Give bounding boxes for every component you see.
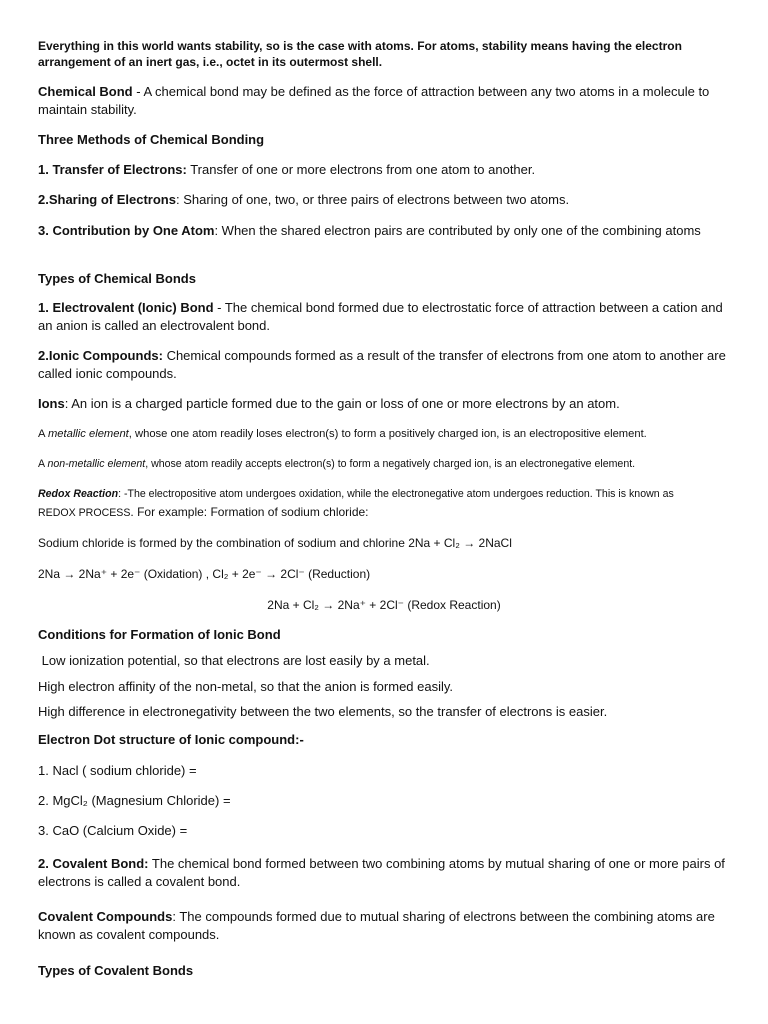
metallic-element-paragraph — [38, 425, 738, 443]
covalent-types-heading: Types of Covalent Bonds — [38, 963, 194, 978]
redox-line-1 — [38, 485, 738, 503]
method-1-text: Transfer of one or more electrons from one atom to another. — [186, 162, 536, 177]
oxidation-reduction-line: 2Na → 2Na⁺ + 2e⁻ (Oxidation) , Cl₂ + 2e⁻ → 2Cl⁻ (Reduction) — [38, 567, 371, 581]
method-2-text: : Sharing of one, two, or three pairs of electrons between two atoms. — [175, 192, 570, 207]
method-2 — [38, 191, 738, 209]
ions-text: : An ion is a charged particle formed due to the gain or loss of one or more electrons by an atom. — [64, 396, 620, 411]
intro-paragraph: Everything in this world wants stability, so is the case with atoms. For atoms, stability means having the electron arrangement of an inert gas, i.e., octet in its outermost shell. — [38, 39, 682, 69]
nonmetallic-term: non-metallic element — [47, 458, 146, 470]
ionic-compounds-term: 2.Ionic Compounds: — [38, 348, 163, 363]
ionic-compounds-text: Chemical compounds formed as a result of the transfer of electrons from one atom to another are called ionic compounds. — [38, 348, 726, 381]
types-heading: Types of Chemical Bonds — [38, 271, 196, 286]
conditions-heading: Conditions for Formation of Ionic Bond — [38, 627, 281, 642]
method-3-text: : When the shared electron pairs are contributed by only one of the combining atoms — [214, 223, 701, 238]
ionic-bond-text: - The chemical bond formed due to electrostatic force of attraction between a cation and an anion is called an electrovalent bond. — [38, 300, 723, 333]
condition-3: High difference in electronegativity between the two elements, so the transfer of electrons is easier. — [38, 704, 608, 719]
redox-line-2 — [38, 503, 738, 522]
method-1 — [38, 161, 738, 179]
ionic-bond-term: 1. Electrovalent (Ionic) Bond — [38, 300, 214, 315]
covalent-compounds-paragraph — [38, 908, 738, 944]
methods-heading: Three Methods of Chemical Bonding — [38, 132, 265, 147]
nonmetallic-text: , whose atom readily accepts electron(s) to form a negatively charged ion, is an electronegative element. — [145, 458, 636, 470]
redox-text: : -The electropositive atom undergoes oxidation, while the electronegative atom undergoes reduction. This is known as — [118, 488, 674, 500]
redox-process-caps: REDOX PROCESS — [38, 507, 131, 519]
condition-2: High electron affinity of the non-metal, so that the anion is formed easily. — [38, 679, 454, 694]
ionic-compounds-paragraph — [38, 347, 738, 383]
ionic-bond-paragraph — [38, 299, 738, 335]
nonmetallic-pre: A — [38, 458, 48, 470]
chemical-bond-paragraph — [38, 83, 738, 119]
covalent-compounds-text: : The compounds formed due to mutual sharing of electrons between the combining atoms are known as covalent compounds. — [38, 909, 715, 942]
chemical-bond-term: Chemical Bond — [38, 84, 133, 99]
dot-structure-2: 2. MgCl₂ (Magnesium Chloride) = — [38, 793, 231, 808]
redox-line-2-text: . For example: Formation of sodium chloride: — [130, 505, 369, 519]
nonmetallic-element-paragraph — [38, 455, 738, 473]
ions-paragraph — [38, 395, 738, 413]
redox-equation: 2Na + Cl₂ → 2Na⁺ + 2Cl⁻ (Redox Reaction) — [267, 598, 501, 612]
method-1-term: 1. Transfer of Electrons: — [38, 162, 187, 177]
nacl-formation-line: Sodium chloride is formed by the combination of sodium and chlorine 2Na + Cl₂ → 2NaCl — [38, 536, 512, 550]
dot-structure-1: 1. Nacl ( sodium chloride) = — [38, 763, 197, 778]
metallic-term: metallic element — [47, 428, 129, 440]
covalent-bond-text: The chemical bond formed between two combining atoms by mutual sharing of one or more pairs of electrons is called a covalent bond. — [38, 856, 725, 889]
method-3-term: 3. Contribution by One Atom — [38, 223, 215, 238]
covalent-bond-term: 2. Covalent Bond: — [38, 856, 149, 871]
electron-dot-heading: Electron Dot structure of Ionic compound:- — [38, 732, 304, 747]
covalent-bond-paragraph — [38, 855, 738, 891]
covalent-compounds-term: Covalent Compounds — [38, 909, 173, 924]
dot-structure-3: 3. CaO (Calcium Oxide) = — [38, 823, 188, 838]
method-2-term: 2.Sharing of Electrons — [38, 192, 176, 207]
chemical-bond-text: - A chemical bond may be defined as the force of attraction between any two atoms in a molecule to maintain stability. — [38, 84, 710, 117]
metallic-text: , whose one atom readily loses electron(s) to form a positively charged ion, is an electropositive element. — [128, 428, 647, 440]
ions-term: Ions — [38, 396, 65, 411]
condition-1: Low ionization potential, so that electrons are lost easily by a metal. — [38, 653, 430, 668]
method-3 — [38, 222, 738, 240]
redox-term: Redox Reaction — [38, 488, 119, 500]
metallic-pre: A — [38, 428, 48, 440]
